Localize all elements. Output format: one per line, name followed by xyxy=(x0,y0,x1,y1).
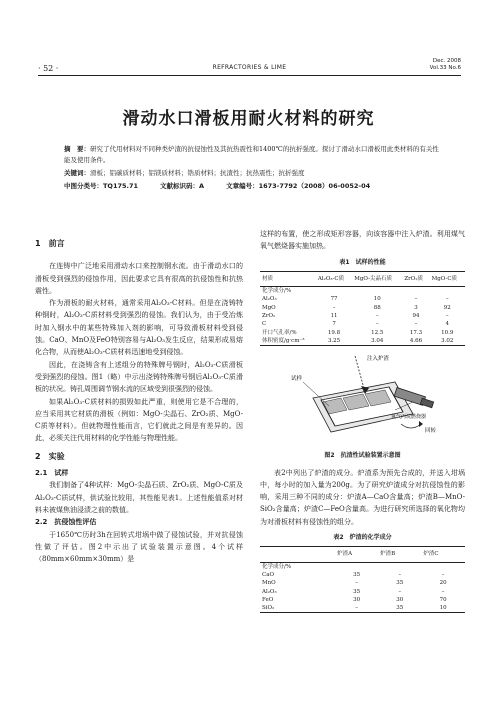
table-cell: 4 xyxy=(445,321,450,328)
table-header-cell: 炉渣B xyxy=(378,547,421,562)
table-1-caption: 表1 试样的性能 xyxy=(339,258,386,266)
table-row xyxy=(260,562,465,571)
table-cell: – xyxy=(445,296,449,303)
clc-label: 中图分类号： xyxy=(64,182,103,190)
table-cell xyxy=(352,287,402,296)
rotation-arrow xyxy=(401,424,421,428)
table-2 xyxy=(260,546,465,613)
table-cell: Al₂O₃ xyxy=(262,588,277,595)
article-value: 1673-7792（2008）06-0052-04 xyxy=(258,182,371,190)
abstract-block xyxy=(64,144,442,192)
paragraph: 于1650℃历时3h在回转式坩埚中做了侵蚀试验，并对抗侵蚀性做了评估。图2中示出了试验装置示意图。4个试样（80mm×60mm×30mm）是 xyxy=(35,530,243,564)
table-cell: – xyxy=(375,313,379,320)
table-row xyxy=(260,337,465,346)
table-2-caption: 表2 炉渣的化学成分 xyxy=(333,534,392,542)
table-row xyxy=(260,604,465,613)
table-cell xyxy=(402,287,429,296)
section-2-1-heading: 2.1 试样 xyxy=(35,469,69,478)
table-cell: 化学成分/% xyxy=(262,288,292,295)
paragraph: 我们制备了4种试样：MgO-尖晶石质、ZrO₂质、MgO-C质及Al₂O₃-C质试样，供试验比较用，其性能见表1。上述性能值系对材料未被煤焦油浸渍之前的数值。 xyxy=(35,481,243,514)
label-rotate: 回转 xyxy=(424,428,436,435)
table-cell: 35 xyxy=(396,605,404,612)
keywords-text: 滑板；铝碳质材料；铝镁质材料；锆质材料；抗渣性；抗热震性；抗折强度 xyxy=(90,169,305,177)
table-cell: 20 xyxy=(439,580,447,587)
table-header-cell: MgO-C质 xyxy=(430,271,465,286)
table-cell: MgO xyxy=(262,304,276,311)
table-cell: – xyxy=(414,296,418,303)
label-sample: 试样 xyxy=(290,376,302,383)
table-row xyxy=(260,329,465,337)
table-cell: – xyxy=(332,304,336,311)
table-row xyxy=(260,588,465,596)
label-burner: 氧气丙烷燃烧器 xyxy=(390,414,426,421)
doc-label: 文献标识码： xyxy=(160,182,200,190)
table-cell: 17.3 xyxy=(409,329,423,336)
table-header-cell: ZrO₂质 xyxy=(402,271,429,286)
issue-volume: Vol.33 No.6 xyxy=(429,65,461,71)
table-cell: 35 xyxy=(353,588,361,595)
figure-2-diagram xyxy=(283,352,443,444)
abstract-label: 摘 要： xyxy=(64,145,90,153)
clc-number xyxy=(64,181,138,192)
table-cell: 77 xyxy=(330,296,338,303)
apparatus-svg xyxy=(283,352,443,444)
section-2-2-heading: 2.2 抗侵蚀性评估 xyxy=(35,518,97,527)
table-cell: – xyxy=(441,571,445,578)
table-cell: 92 xyxy=(443,304,451,311)
table-cell: 3 xyxy=(414,304,418,311)
table-1 xyxy=(260,271,465,346)
table-cell: 化学成分/% xyxy=(262,563,292,570)
paragraph: 如果Al₂O₃-C质材料的损毁如此严重，则使用它是不合理的，应当采用其它材质的滑板（例如：MgO-尖晶石、ZrO₂质、MgO-C质等材料）。但就物理性能而言，它们就此之间是有差异的。因此，必须关注代用材料的化学性能与物理性能。 xyxy=(35,397,243,443)
table-cell: 3.02 xyxy=(441,337,454,344)
table-cell xyxy=(335,562,378,571)
table-cell: 30 xyxy=(396,596,404,603)
paragraph: 在连铸中广泛地采用滑动水口来控制钢水流。由于滑动水口的滑板受到强烈的侵蚀作用，因此要求它具有很高的抗侵蚀性和抗热震性。 xyxy=(35,262,243,295)
table-row xyxy=(260,320,465,328)
issue-info xyxy=(430,58,461,72)
table-row xyxy=(260,304,465,312)
table-header-cell: 炉渣A xyxy=(335,547,378,562)
table-header-cell xyxy=(260,547,335,562)
table-header-cell: 炉渣C xyxy=(421,547,465,562)
paragraph: 这样的布置，使之形成矩形容器，向该容器中注入炉渣。利用煤气氧气燃烧器实施加热。 xyxy=(260,230,465,251)
doc-value: A xyxy=(199,182,205,190)
table-cell: 35 xyxy=(396,580,404,587)
section-2-heading: 2 实验 xyxy=(35,451,65,461)
article-title: 滑动水口滑板用耐火材料的研究 xyxy=(122,109,375,129)
table-cell: ZrO₂ xyxy=(262,313,276,320)
table-row xyxy=(260,571,465,579)
table-cell: 3.25 xyxy=(327,337,341,344)
paragraph: 作为滑板的耐火材料，通常采用Al₂O₃-C材料。但是在浇铸特种钢时，Al₂O₃-C质材料受到强烈的侵蚀。我们认为，由于受冶炼时加入钢水中的某些特殊加入剂的影响，可导致滑板材料受到侵蚀。CaO、MnO及FeO特别容易与Al₂O₃发生反应，结果形成易熔化合物，从而使Al₂O₃-C质材料迅速地受到侵蚀。 xyxy=(35,299,243,357)
table-cell: – xyxy=(355,580,358,587)
table-header-cell: MgO-尖晶石质 xyxy=(352,271,402,286)
table-cell: – xyxy=(441,588,445,595)
table-cell: Al₂O₃ xyxy=(262,296,277,303)
left-column xyxy=(35,228,243,565)
table-header-cell: 材质 xyxy=(260,271,316,286)
keywords-label: 关键词： xyxy=(64,169,90,177)
table-cell: – xyxy=(375,321,379,328)
clc-value: TQ175.71 xyxy=(103,182,139,190)
rotation-arrowhead xyxy=(419,421,423,427)
table-cell: 4.66 xyxy=(409,337,423,344)
paragraph: 因此，在浇铸含有上述组分的特殊牌号钢时，Al₂O₃-C质滑板受到强烈的侵蚀。图1（略）中示出浇铸特殊牌号钢后Al₂O₃-C质滑板的状况。铸孔周围调节钢水流的区域受到很强烈的侵蚀。 xyxy=(35,360,243,394)
table-cell: C xyxy=(262,321,267,328)
table-cell: – xyxy=(398,588,402,595)
document-code xyxy=(160,181,204,192)
table-cell: 19.8 xyxy=(327,329,341,336)
table-cell: 94 xyxy=(412,313,420,320)
table-cell: 30 xyxy=(353,596,361,603)
table-cell: 88 xyxy=(373,304,381,311)
abstract xyxy=(64,144,442,166)
table-header-row xyxy=(260,547,465,562)
table-cell: 开口气孔率/% xyxy=(262,329,297,336)
table-cell: 10.9 xyxy=(441,329,454,336)
journal-name: REFRACTORIES & LIME xyxy=(212,64,287,71)
table-cell: MnO xyxy=(262,580,276,587)
article-label: 文章编号： xyxy=(226,182,259,190)
table-cell: 35 xyxy=(353,571,361,578)
page-number: · 52 · xyxy=(38,64,59,73)
table-cell: 70 xyxy=(439,596,447,603)
table-row xyxy=(260,312,465,320)
table-cell: 11 xyxy=(330,313,338,320)
table-row xyxy=(260,579,465,587)
label-slag: 注入炉渣 xyxy=(366,356,389,363)
section-1-heading: 1 前言 xyxy=(35,239,65,248)
table-cell: CaO xyxy=(262,571,274,578)
table-row xyxy=(260,295,465,303)
abstract-text: 研究了代用材料对不同种类炉渣的抗侵蚀性及其抗热震性和1400℃的抗折强度。探讨了滑动水口滑板用此类材料的有关性能及使用条件。 xyxy=(64,145,439,164)
table-cell: 7 xyxy=(332,321,336,328)
table-row xyxy=(260,287,465,296)
running-header xyxy=(38,58,461,76)
issue-date: Dec. 2008 xyxy=(432,58,461,64)
table-cell: 10 xyxy=(439,605,447,612)
table-row xyxy=(260,596,465,604)
table-cell: – xyxy=(414,321,418,328)
table-cell: – xyxy=(355,605,358,612)
table-cell xyxy=(378,562,421,571)
table-cell: 10 xyxy=(373,296,381,303)
table-cell xyxy=(430,287,465,296)
article-number xyxy=(226,181,370,192)
paragraph: 表2中列出了炉渣的成分。炉渣系为预先合成的，并送入坩埚中，每小时的加入量为200g。为了研究炉渣成分对抗侵蚀性的影响，采用三种不同的成分：炉渣A—CaO含量高；炉渣B—MnO-SiO₂含量高；炉渣C—FeO含量高。为进行研究所选择的氧化物均为对滑板材料有侵蚀性的组分。 xyxy=(260,468,465,526)
classification-ids xyxy=(64,181,442,192)
table-cell xyxy=(421,562,465,571)
table-cell: SiO₂ xyxy=(262,605,275,612)
table-cell: – xyxy=(445,313,449,320)
right-column xyxy=(260,228,465,613)
table-cell: FeO xyxy=(262,596,274,603)
table-cell: 体积密度/g·cm⁻³ xyxy=(262,337,305,344)
table-cell: 12.5 xyxy=(371,329,384,336)
table-cell xyxy=(316,287,352,296)
table-header-row xyxy=(260,271,465,286)
table-header-cell: Al₂O₃-C质 xyxy=(316,271,352,286)
table-cell: – xyxy=(398,571,402,578)
table-cell: 3.04 xyxy=(371,337,384,344)
keywords xyxy=(64,168,442,179)
figure-2-caption: 图2 抗渣性试验装置示意图 xyxy=(324,452,401,460)
